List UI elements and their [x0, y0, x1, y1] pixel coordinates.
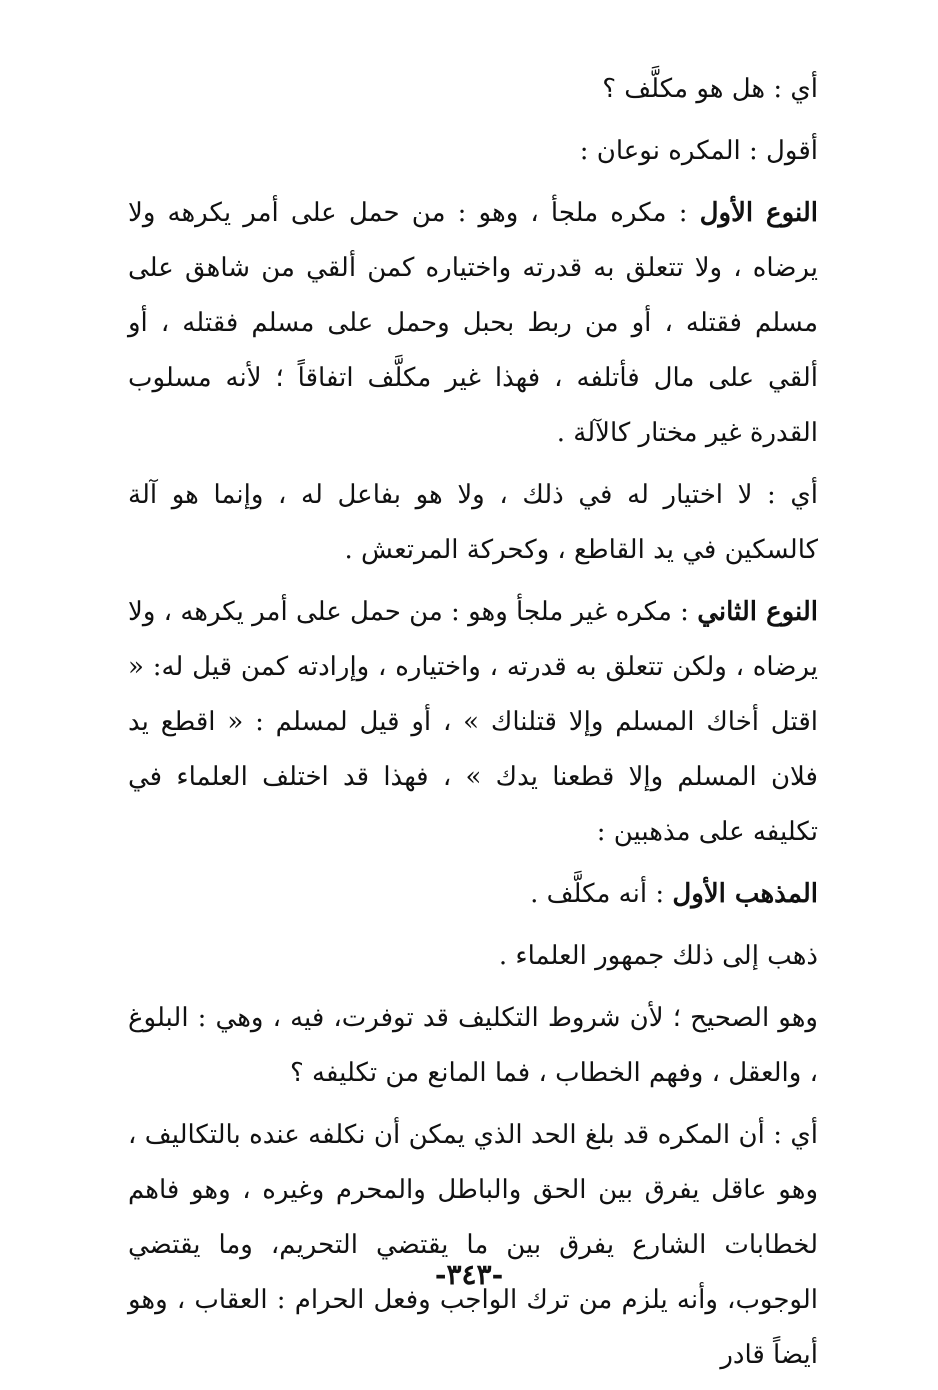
paragraph-explanation: أي : أن المكره قد بلغ الحد الذي يمكن أن نكلفه عنده بالتكاليف ، وهو عاقل يفرق بين الحق والباطل والمحرم وغيره ، وهو فاهم لخطابات الشارع يفرق بين ما يقتضي التحريم، وما يقتضي الوجوب، وأنه يلزم من ترك الواجب وفعل الحرام : العقاب ، وهو أيضاً قادر — [128, 1120, 818, 1370]
paragraph-question: أي : هل هو مكلَّف ؟ — [602, 74, 818, 104]
paragraph-first-type — [128, 186, 818, 461]
first-opinion-text: : أنه مكلَّف . — [530, 879, 673, 909]
paragraph-second-type — [128, 585, 818, 860]
page-body — [128, 62, 818, 1390]
paragraph-majority: ذهب إلى ذلك جمهور العلماء . — [498, 941, 818, 971]
paragraph-first-opinion — [128, 867, 818, 922]
paragraph-first-type-explanation: أي : لا اختيار له في ذلك ، ولا هو بفاعل له ، وإنما هو آلة كالسكين في يد القاطع ، وكحركة المرتعش . — [128, 480, 818, 565]
second-type-text: : مكره غير ملجأ وهو : من حمل على أمر يكرهه ، ولا يرضاه ، ولكن تتعلق به قدرته ، واختياره ، وإرادته كمن قيل له: « اقتل أخاك المسلم وإلا قتلناك » ، أو قيل لمسلم : « اقطع يد فلان المسلم وإلا قطعنا يدك » ، فهذا قد اختلف العلماء في تكليفه على مذهبين : — [128, 597, 818, 847]
heading-second-type: النوع الثاني — [697, 597, 819, 627]
first-type-text: : مكره ملجأ ، وهو : من حمل على أمر يكرهه ولا يرضاه ، ولا تتعلق به قدرته واختياره كمن ألقي من شاهق على مسلم فقتله ، أو من ربط بحبل وحمل على مسلم فقتله ، أو ألقي على مال فأتلفه ، فهذا غير مكلَّف اتفاقاً ؛ لأنه مسلوب القدرة غير مختار كالآلة . — [128, 198, 818, 448]
page-number: -٣٤٣- — [434, 1258, 504, 1291]
paragraph-correct-view: وهو الصحيح ؛ لأن شروط التكليف قد توفرت، فيه ، وهي : البلوغ ، والعقل ، وفهم الخطاب ، فما المانع من تكليفه ؟ — [128, 1003, 818, 1088]
heading-first-opinion: المذهب الأول — [672, 879, 818, 909]
heading-first-type: النوع الأول — [699, 198, 818, 228]
paragraph-intro: أقول : المكره نوعان : — [579, 136, 818, 166]
